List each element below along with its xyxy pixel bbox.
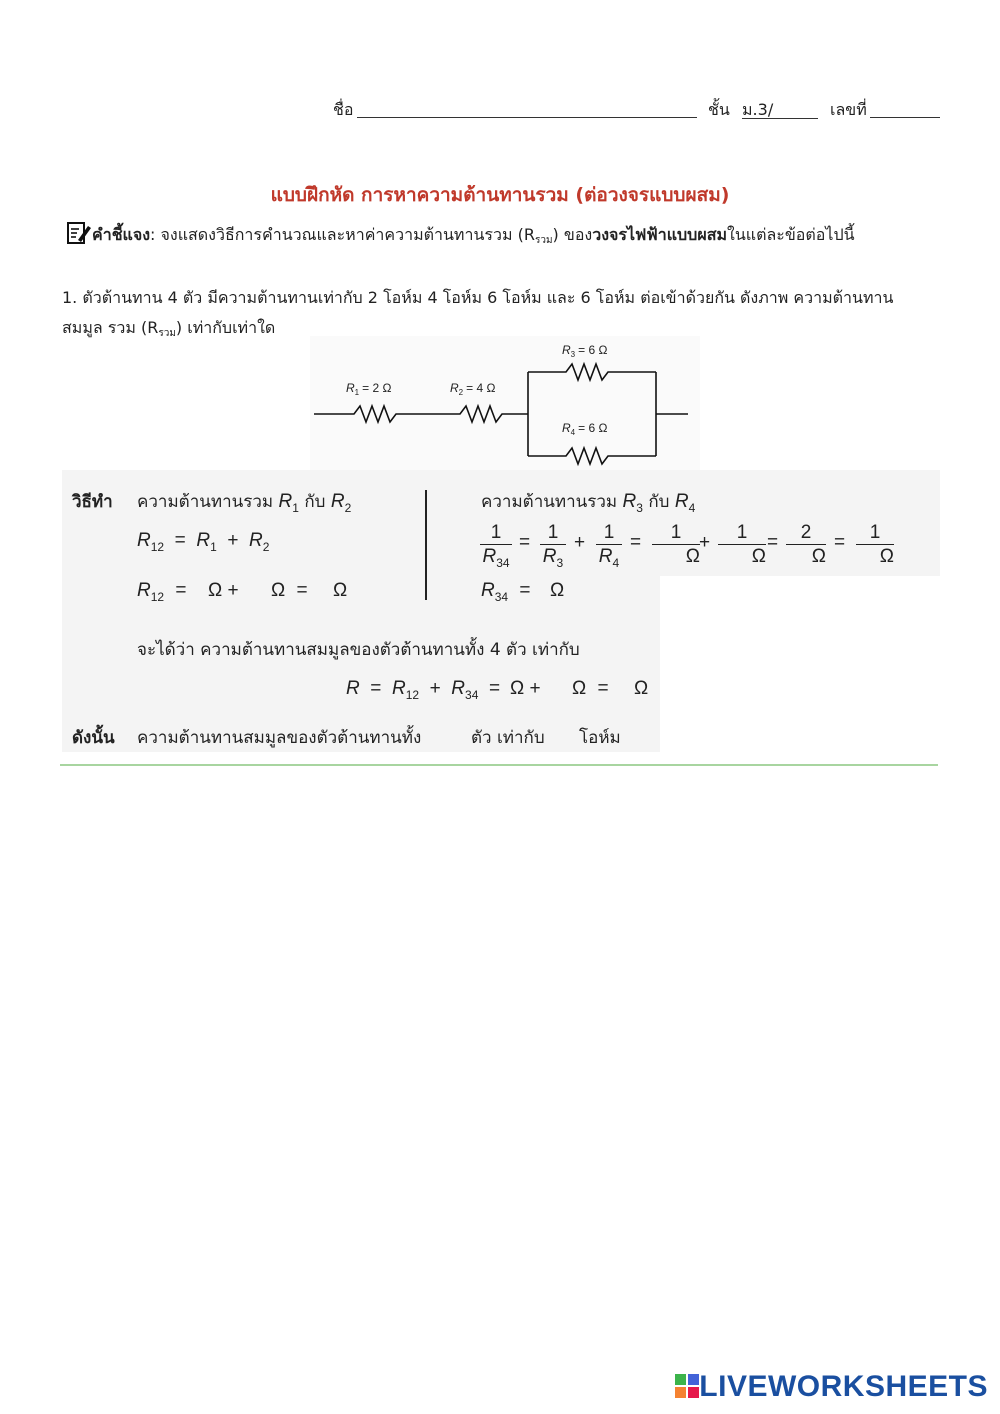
eq-r34-ohm: Ω — [550, 580, 565, 601]
instructions-sub: รวม — [534, 235, 553, 246]
plus-sign-2: + — [699, 532, 711, 553]
answer-blank-r2[interactable] — [250, 578, 270, 602]
answer-blank-total-1[interactable] — [492, 676, 512, 700]
therefore-text-a: ความต้านทานสมมูลของตัวต้านทานทั้ง — [137, 728, 422, 748]
circuit-diagram — [310, 336, 700, 476]
worksheet-title: แบบฝึกหัด การหาความต้านทานรวม (ต่อวงจรแบบผสม) — [270, 184, 730, 206]
instructions-text-b: ) ของ — [552, 225, 593, 244]
plus-sign-1: + — [574, 532, 586, 553]
number-label: เลขที่ — [830, 100, 867, 119]
logo-text: LIVEWORKSHEETS — [699, 1370, 988, 1403]
number-blank[interactable] — [870, 97, 940, 118]
eq-r34-value: $R_{34}$ = — [481, 580, 531, 604]
q1-line2-sub: รวม — [158, 328, 176, 339]
conclusion-line: จะได้ว่า ความต้านทานสมมูลของตัวต้านทานทั้ง 4 ตัว เท่ากับ — [137, 640, 580, 660]
eq-total-term3: Ω — [634, 678, 649, 699]
frac-1-ohm-a: $\frac{1}{\Omega}$ — [652, 522, 700, 569]
question-1-line1: 1. ตัวต้านทาน 4 ตัว มีความต้านทานเท่ากับ 2 โอห์ม 4 โอห์ม 6 โอห์ม และ 6 โอห์ม ต่อเข้าด้วยกัน ดังภาพ ความต้านทาน — [62, 288, 894, 307]
frac-2-ohm: $\frac{2}{\Omega}$ — [786, 522, 826, 569]
eq-total-term1: Ω + — [510, 678, 541, 699]
answer-blank-r4[interactable] — [726, 544, 752, 566]
instructions-text-c: ในแต่ละข้อต่อไปนี้ — [727, 225, 855, 244]
q1-line2-a: สมมูล รวม (R — [62, 318, 159, 337]
answer-blank-total-sum[interactable] — [614, 676, 634, 700]
answer-blank-r3[interactable] — [660, 544, 686, 566]
eq-r12-term3: Ω — [333, 580, 348, 601]
left-heading: ความต้านทานรวม $R_1$ กับ $R_2$ — [137, 491, 352, 515]
method-label: วิธีทำ — [72, 492, 113, 512]
instructions-label: คำชี้แจง — [92, 225, 151, 244]
eq-r12-values: $R_{12}$ = — [137, 580, 187, 604]
right-heading: ความต้านทานรวม $R_3$ กับ $R_4$ — [481, 491, 696, 515]
eq-r12-term1: Ω + — [208, 580, 239, 601]
therefore-text-c: โอห์ม — [579, 728, 621, 748]
answer-blank-den2[interactable] — [790, 544, 810, 566]
eq-sign-3: = — [767, 532, 779, 553]
q1-line2-b: ) เท่ากับเท่าใด — [175, 318, 276, 337]
eq-r12-sum: $R_{12} = R_1 + R_2$ — [137, 530, 270, 554]
logo-icon — [675, 1374, 699, 1398]
label-r3: $R_3 = 6$ Ω — [562, 343, 608, 359]
class-value: ม.3/ — [742, 100, 774, 119]
label-r1: $R_1 = 2$ Ω — [346, 381, 392, 397]
answer-blank-ohm[interactable] — [555, 722, 577, 746]
separator-line — [60, 764, 938, 766]
eq-sign-1: = — [519, 532, 531, 553]
answer-blank-r34[interactable] — [530, 578, 550, 602]
eq-sign-2: = — [630, 532, 642, 553]
label-r2: $R_2 = 4$ Ω — [450, 381, 496, 397]
answer-blank-count[interactable] — [446, 722, 470, 746]
label-r4: $R_4 = 6$ Ω — [562, 421, 608, 437]
instructions — [66, 220, 855, 248]
eq-sign-4: = — [834, 532, 846, 553]
answer-blank-total-2[interactable] — [552, 676, 572, 700]
answer-blank-den1[interactable] — [858, 544, 878, 566]
edit-note-icon — [66, 220, 92, 246]
frac-1-r3: $\frac{1}{R_3}$ — [540, 522, 566, 575]
frac-1-ohm-c: $\frac{1}{\Omega}$ — [856, 522, 894, 569]
name-blank[interactable] — [357, 97, 697, 118]
name-label: ชื่อ — [333, 100, 354, 119]
instructions-text-a: : จงแสดงวิธีการคำนวณและหาค่าความต้านทานรวม (R — [150, 225, 535, 244]
liveworksheets-logo — [675, 1370, 988, 1404]
instructions-bold: วงจรไฟฟ้าแบบผสม — [592, 225, 727, 244]
class-field[interactable] — [742, 98, 818, 119]
frac-1-r34: $\frac{1}{R_{34}}$ — [480, 522, 512, 575]
divider — [425, 490, 427, 600]
class-label: ชั้น — [708, 100, 730, 119]
eq-r12-term2: Ω = — [271, 580, 308, 601]
eq-total: $R = R_{12} + R_{34}$ = — [346, 678, 501, 702]
therefore-text-b: ตัว เท่ากับ — [471, 728, 545, 748]
frac-1-ohm-b: $\frac{1}{\Omega}$ — [718, 522, 766, 569]
therefore-label: ดังนั้น — [72, 728, 115, 748]
frac-1-r4: $\frac{1}{R_4}$ — [596, 522, 622, 575]
eq-total-term2: Ω = — [572, 678, 609, 699]
